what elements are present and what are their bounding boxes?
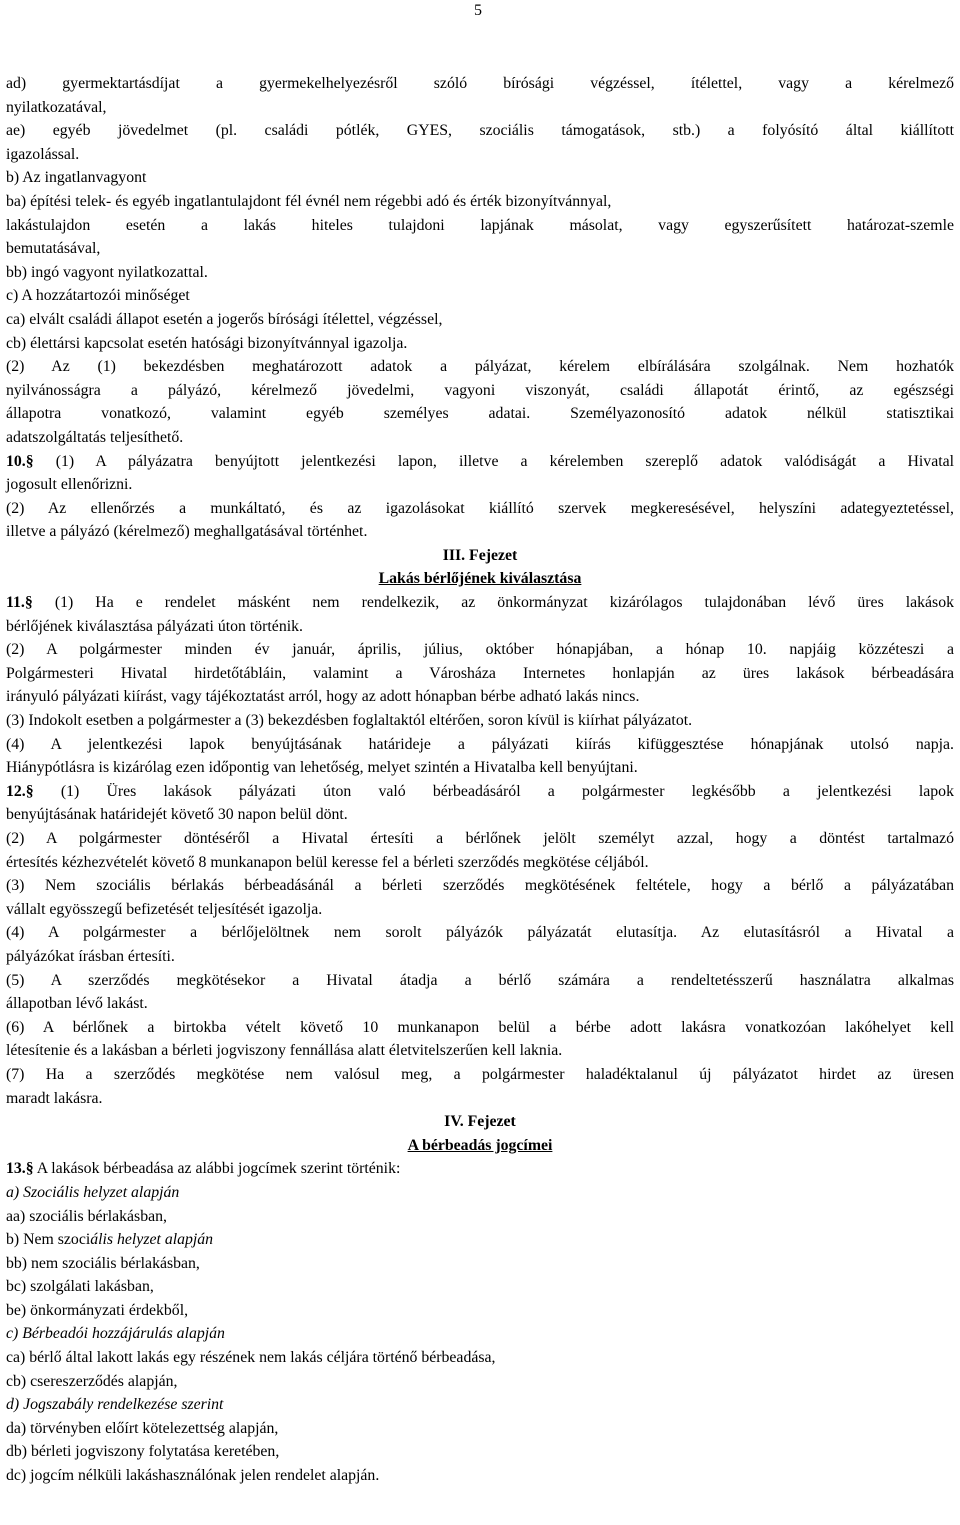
line-text: ca) elvált családi állapot esetén a jogerős bírósági ítélettel, végzéssel, [6, 310, 443, 328]
line-text: db) bérleti jogviszony folytatása keretében, [6, 1443, 280, 1461]
line-text: (5) A szerződés megkötésekor a Hivatal átadja a bérlő számára a rendeltetésszerű használatra alkalmas [6, 971, 954, 989]
text-line [6, 638, 954, 662]
page-number: 5 [474, 2, 482, 19]
text-line [6, 1157, 954, 1181]
text-line [6, 874, 954, 898]
text-line [6, 1464, 954, 1488]
text-line [6, 803, 954, 827]
text-line [6, 1205, 954, 1229]
text-line [6, 1322, 954, 1346]
chapter-heading [6, 1134, 954, 1158]
text-line [6, 450, 954, 474]
line-text: maradt lakásra. [6, 1089, 103, 1107]
line-text: pályázókat írásban értesíti. [6, 947, 175, 965]
heading-text: Lakás bérlőjének kiválasztása [378, 570, 582, 588]
line-text: cb) élettársi kapcsolat esetén hatósági bizonyítvánnyal igazolja. [6, 334, 408, 352]
line-text: ba) építési telek- és egyéb ingatlantulajdont fél évnél nem régebbi adó és érték bizonyítvánnyal, [6, 192, 612, 210]
line-text: állapotra vonatkozó, valamint egyéb személyes adatai. Személyazonosító adatok nélkül statisztikai [6, 405, 954, 423]
text-line [6, 284, 954, 308]
text-line [6, 214, 954, 238]
text-line [6, 1228, 954, 1252]
text-line [6, 1417, 954, 1441]
text-line [6, 733, 954, 757]
line-text: a) Szociális helyzet alapján [6, 1183, 180, 1201]
line-text: értesítés kézhezvételét követő 8 munkanapon belül keresse fel a bérleti szerződés megkötése céljából. [6, 853, 649, 871]
heading-text: IV. Fejezet [444, 1113, 516, 1131]
section-number: 11.§ [6, 594, 33, 612]
text-line [6, 780, 954, 804]
line-text: aa) szociális bérlakásban, [6, 1207, 167, 1225]
chapter-heading [6, 544, 954, 568]
section-number: 13.§ [6, 1160, 34, 1178]
line-text: (2) A polgármester döntéséről a Hivatal értesíti a bérlőnek jelölt személyt azzal, hogy a döntést tartalmazó [6, 830, 954, 847]
line-text: (2) A polgármester minden év január, április, július, október hónapjában, a hónap 10. napjáig közzéteszi a [6, 641, 954, 659]
line-text: bemutatásával, [6, 240, 101, 258]
line-text: jogosult ellenőrizni. [6, 476, 133, 494]
line-text: da) törvényben előírt kötelezettség alapján, [6, 1419, 279, 1437]
line-text: Hiánypótlásra is kizárólag ezen időpontig van lehetőség, melyet szintén a Hivatalba kell benyújtani. [6, 759, 638, 777]
line-text: A lakások bérbeadása az alábbi jogcímek szerint történik: [36, 1160, 401, 1178]
text-line [6, 1181, 954, 1205]
line-text: adatszolgáltatás teljesíthető. [6, 428, 184, 446]
text-line [6, 685, 954, 709]
line-text: létesítenie és a lakásban a bérleti jogviszony fennállása alatt életvitelszerűen kell laknia. [6, 1042, 563, 1060]
line-text: ae) egyéb jövedelmet (pl. családi pótlék, GYES, szociális támogatások, stb.) a folyósító által kiállított [6, 122, 954, 140]
line-text: dc) jogcím nélküli lakáshasználónak jelen rendelet alapján. [6, 1467, 380, 1485]
heading-text: III. Fejezet [442, 546, 518, 564]
line-text: Polgármesteri Hivatal hirdetőtábláin, valamint a Városháza Internetes honlapján az üres lakások bérbeadására [6, 664, 954, 682]
line-text: igazolással. [6, 145, 80, 163]
text-line [6, 969, 954, 993]
line-text: (7) Ha a szerződés megkötése nem valósul meg, a polgármester haladéktalanul új pályázatot hirdet az üresen [6, 1065, 954, 1083]
line-text: illetve a pályázó (kérelmező) meghallgatásával történhet. [6, 523, 368, 541]
text-line [6, 379, 954, 403]
line-text: nyilvánosságra a pályázó, kérelmező jövedelmi, vagyoni viszonyát, családi állapotát érintő, az egészségi [6, 381, 954, 399]
text-line [6, 308, 954, 332]
text-line [6, 497, 954, 521]
text-line [6, 1087, 954, 1111]
text-line [6, 119, 954, 143]
text-line [6, 1440, 954, 1464]
text-line [6, 520, 954, 544]
text-line [6, 473, 954, 497]
text-line [6, 591, 954, 615]
text-line [6, 1370, 954, 1394]
text-line [6, 402, 954, 426]
line-text: bc) szolgálati lakásban, [6, 1278, 154, 1296]
line-text: nyilatkozatával, [6, 98, 107, 116]
text-line [6, 426, 954, 450]
text-line [6, 992, 954, 1016]
line-text: ad) gyermektartásdíjat a gyermekelhelyezésről szóló bírósági végzéssel, ítélettel, vagy a kérelmező [6, 75, 954, 92]
line-text: bb) nem szociális bérlakásban, [6, 1254, 200, 1272]
line-text: (4) A polgármester a bérlőjelöltnek nem sorolt pályázók pályázatát elutasítja. Az elutasításról a Hivatal a [6, 924, 954, 942]
chapter-heading [6, 1110, 954, 1134]
line-text: irányuló pályázati kiírást, vagy tájékoztatást arról, hogy az adott hónapban bérbe adható lakás nincs. [6, 688, 640, 706]
line-text: cb) csereszerződés alapján, [6, 1372, 178, 1390]
section-number: 12.§ [6, 782, 34, 800]
text-line [6, 851, 954, 875]
text-line [6, 945, 954, 969]
line-text: be) önkormányzati érdekből, [6, 1301, 189, 1319]
line-text: (1) Ha e rendelet másként nem rendelkezik, az önkormányzat kizárólagos tulajdonában lévő üres lakások [54, 594, 954, 612]
line-text: állapotban lévő lakást. [6, 995, 148, 1013]
text-line [6, 143, 954, 167]
text-line [6, 355, 954, 379]
line-text: (2) Az (1) bekezdésben meghatározott adatok a pályázat, kérelem elbírálására szolgálnak. Nem hozhatók [6, 358, 954, 376]
line-text: b) Az ingatlanvagyont [6, 169, 147, 187]
text-line [6, 261, 954, 285]
text-line [6, 1299, 954, 1323]
text-line [6, 662, 954, 686]
line-text: (1) A pályázatra benyújtott jelentkezési lapon, illetve a kérelemben szereplő adatok valódiságát a Hivatal [55, 452, 954, 470]
text-line [6, 1252, 954, 1276]
line-text: (4) A jelentkezési lapok benyújtásának határideje a pályázati kiírás kifüggesztése hónapjának utolsó napja. [6, 735, 954, 753]
text-line [6, 237, 954, 261]
line-text: c) A hozzátartozói minőséget [6, 287, 190, 305]
line-text: benyújtásának határidejét követő 30 napon belül dönt. [6, 806, 348, 824]
line-text: (6) A bérlőnek a birtokba vételt követő 10 munkanapon belül a bérbe adott lakásra vonatkozóan lakóhelyet kell [6, 1018, 954, 1036]
text-line [6, 190, 954, 214]
line-text: bérlőjének kiválasztása pályázati úton történik. [6, 617, 303, 635]
line-text: bb) ingó vagyont nyilatkozattal. [6, 263, 208, 281]
text-line [6, 827, 954, 851]
heading-text: A bérbeadás jogcímei [407, 1136, 553, 1154]
text-line [6, 96, 954, 120]
chapter-heading [6, 567, 954, 591]
text-line [6, 1393, 954, 1417]
line-text: lakástulajdon esetén a lakás hiteles tulajdoni lapjának másolat, vagy egyszerűsített határozat-szemle [6, 216, 954, 234]
text-line [6, 921, 954, 945]
section-number: 10.§ [6, 452, 34, 470]
line-text: c) Bérbeadói hozzájárulás alapján [6, 1325, 225, 1343]
line-text: vállalt egyösszegű befizetését teljesítését igazolja. [6, 900, 323, 918]
line-text-italic: ális helyzet alapján [90, 1231, 214, 1249]
text-line [6, 709, 954, 733]
line-text: d) Jogszabály rendelkezése szerint [6, 1396, 224, 1414]
text-line [6, 1346, 954, 1370]
text-line [6, 756, 954, 780]
text-line [6, 898, 954, 922]
text-line [6, 615, 954, 639]
text-line [6, 332, 954, 356]
line-text: (3) Indokolt esetben a polgármester a (3) bekezdésben foglaltaktól eltérően, soron kívül is kiírhat pályázatot. [6, 712, 693, 730]
text-line [6, 1016, 954, 1040]
line-text: (1) Üres lakások pályázati úton való bérbeadásáról a polgármester legkésőbb a jelentkezési lapok [60, 782, 954, 800]
line-text: ca) bérlő által lakott lakás egy részének nem lakás céljára történő bérbeadása, [6, 1349, 496, 1367]
line-text: (3) Nem szociális bérlakás bérbeadásánál a bérleti szerződés megkötésének feltétele, hogy a bérlő a pályázatában [6, 877, 954, 895]
text-line [6, 72, 954, 96]
text-line [6, 1275, 954, 1299]
text-line [6, 1039, 954, 1063]
line-text: (2) Az ellenőrzés a munkáltató, és az igazolásokat kiállító szervek megkeresésével, helyszíni adategyeztetéssel, [6, 499, 954, 517]
text-line [6, 1063, 954, 1087]
document-body [6, 72, 954, 1488]
line-text-plain: b) Nem szoci [6, 1231, 91, 1249]
text-line [6, 166, 954, 190]
